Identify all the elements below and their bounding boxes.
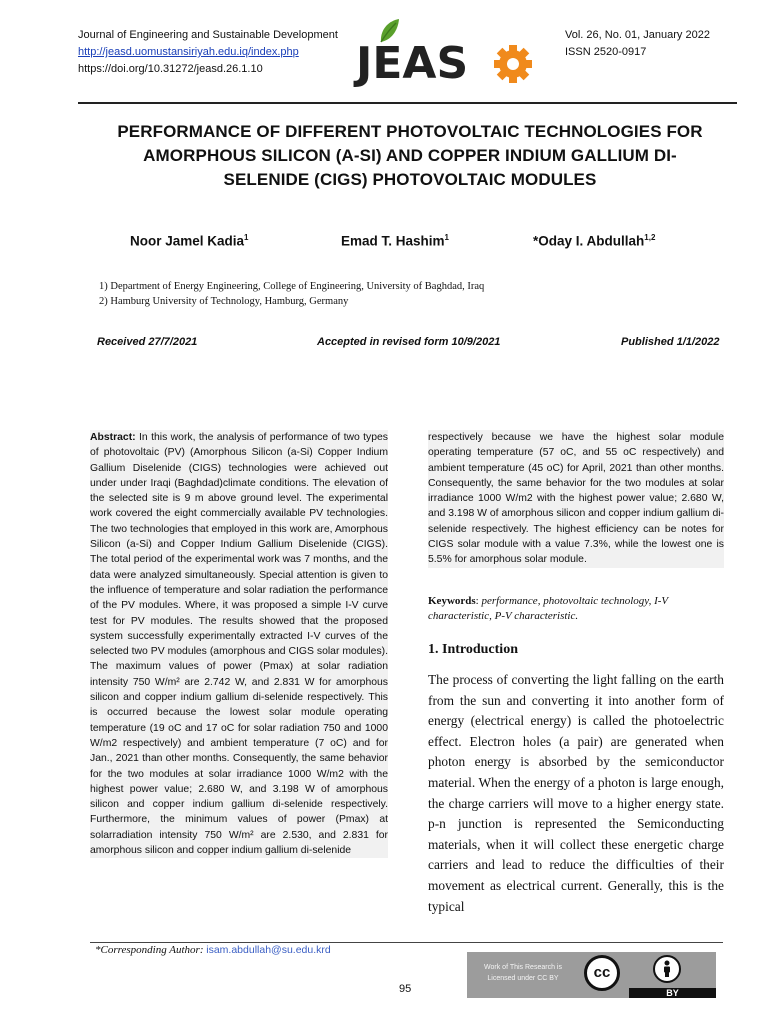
abstract-left (90, 430, 388, 858)
abstract-text: In this work, the analysis of performance of two types of photovoltaic (PV) (Amorphous Silicon (a-Si) Copper Indium Gallium Diselenide (CIGS) technologies were achieved out under under Iraqi (Baghdad)climate conditions. The elevation of the selected site is 9 m above ground level. The experimental work covered the eight commercially available PV technologies. The two technologies that employed in this work are, Amorphous Silicon (a-Si) and Copper Indium Gallium Diselenide (CIGS). The total period of the experimental work was 7 months, and the data were analyzed simultaneously. Special attention is given to the influence of temperature and solar radiation the performance of the PV modules. Where, it was proposed a simple I-V curve test for PV modules. The results showed that the proposed system successfully experimentally extracted I-V curves of the selected two PV modules (amorphous and CIGS solar modules). The maximum values of power (Pmax) at solar radiation intensity 750 W/m² are 2.742 W, and 2.831 W for amorphous silicon and copper indium gallium di-selenide respectively. This is occurred because the lowest solar module operating temperature (19 oC and 17 oC for solar radiation 750 and 1000 W/m2 respectively) and ambient temperature (7 oC) and for Jan., 2021 than other months. Consequently, the same behavior for the two modules at solar irradiance 1000 W/m2 with the highest power value; 2.680 W, and 3.198 W of amorphous silicon and copper indium gallium di-selenide respectively. Furthermore, the minimum values of power (Pmax) at solarradiation intensity 750 W/m² are 2.530, and 2.831 for amorphous silicon and copper indium gallium di-selenide (90, 432, 388, 857)
page-number: 95 (399, 983, 412, 995)
author-1: Noor Jamel Kadia$^1$ (130, 233, 249, 249)
doi-text: https://doi.org/10.31272/jeasd.26.1.10 (78, 63, 263, 75)
header-divider (78, 102, 737, 104)
corresponding-email[interactable]: isam.abdullah@su.edu.krd (206, 944, 331, 956)
issn-text: ISSN 2520-0917 (565, 46, 647, 58)
title-line: SELENIDE (CIGS) PHOTOVOLTAIC MODULES (223, 170, 597, 189)
jeasd-logo (356, 18, 531, 88)
by-label: BY (629, 988, 716, 998)
author-2: Emad T. Hashim$^1$ (341, 233, 449, 249)
affiliation: 2) Hamburg University of Technology, Hamburg, Germany (99, 296, 349, 307)
footnote-divider (90, 942, 723, 943)
accepted-date: Accepted in revised form 10/9/2021 (317, 336, 501, 348)
received-date: Received 27/7/2021 (97, 336, 198, 348)
title-line: PERFORMANCE OF DIFFERENT PHOTOVOLTAIC TECHNOLOGIES FOR (117, 122, 703, 141)
affiliation: 1) Department of Energy Engineering, College of Engineering, University of Baghdad, Iraq (99, 281, 485, 292)
abstract-label: Abstract: (90, 432, 136, 443)
title-line: AMORPHOUS SILICON (A-SI) AND COPPER INDIUM GALLIUM DI- (143, 146, 677, 165)
person-icon (653, 955, 681, 983)
published-date: Published 1/1/2022 (621, 336, 720, 348)
journal-header (78, 27, 338, 78)
affiliations (99, 279, 484, 309)
license-text: Work of This Research is Licensed under CC BY (484, 964, 562, 982)
corresponding-author: *Corresponding Author: isam.abdullah@su.edu.krd (95, 944, 331, 956)
volume-info (565, 27, 710, 61)
abstract-right: respectively because we have the highest solar module operating temperature (57 oC, and 55 oC respectively) and ambient temperature (45 oC) for April, 2021 than other months. Consequently, the same behavior for the two modules at solar irradiance 1000 W/m2 with the highest power value; 2.680 W, and 3.198 W of amorphous silicon and copper indium gallium di-selenide respectively. The highest efficiency can be notes for CIGS solar module with a value 7.3%, while the lowest one is 5.5% for amorphous solar module. (428, 430, 724, 568)
logo-text: JEAS (356, 38, 469, 89)
keywords: Keywords: performance, photovoltaic technology, I-V characteristic, P-V characteristic. (428, 595, 668, 622)
paper-title (80, 120, 740, 192)
cc-license-badge[interactable] (467, 952, 716, 998)
author-3: *Oday I. Abdullah$^{1,2}$ (533, 233, 656, 249)
gear-icon (493, 44, 533, 84)
journal-name: Journal of Engineering and Sustainable Development (78, 29, 338, 41)
by-icon (629, 952, 716, 998)
keywords-text: performance, photovoltaic technology, I-V characteristic, P-V characteristic. (428, 595, 668, 622)
cc-icon: cc (584, 955, 620, 991)
introduction-text: The process of converting the light falling on the earth from the sun and converting it into another form of energy (electrical energy) is called the photoelectric effect. Electron holes (a pair) are generated when photon energy is absorbed by the semiconductor material. When the energy of a photon is large enough, the charge carriers will move to a higher energy state. p-n junction is represented the Semiconducting materials, when it will collect these energetic charge carriers and lead to reduce the difficulties of their movement as electrical current. Generally, this is the typical (428, 672, 724, 914)
volume-text: Vol. 26, No. 01, January 2022 (565, 29, 710, 41)
section-heading: 1. Introduction (428, 642, 518, 657)
keywords-label: Keywords (428, 595, 476, 607)
journal-link[interactable]: http://jeasd.uomustansiriyah.edu.iq/index.php (78, 46, 299, 58)
